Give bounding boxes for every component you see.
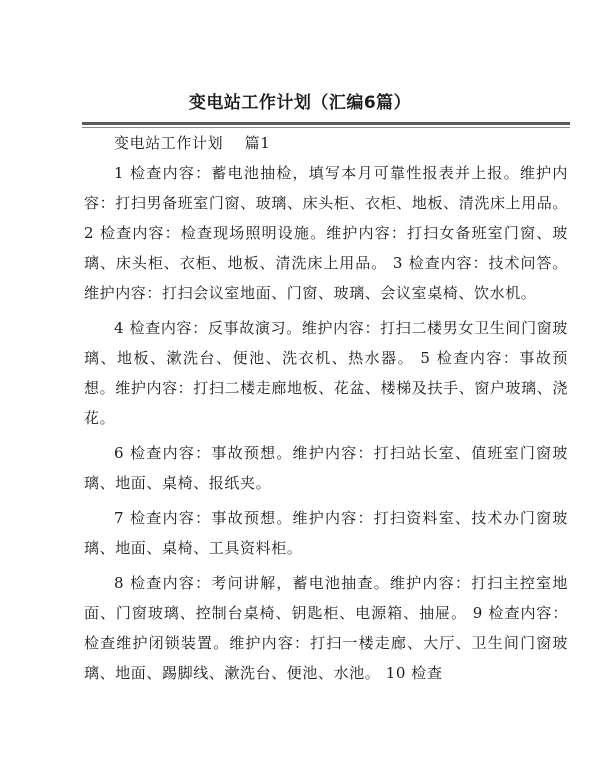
document-body xyxy=(84,128,568,693)
section-heading: 变电站工作计划 篇1 xyxy=(114,134,271,152)
paragraph: 6 检查内容：事故预想。维护内容：打扫站长室、值班室门窗玻璃、地面、桌椅、报纸夹。 xyxy=(84,444,568,492)
paragraph: 8 检查内容：考问讲解，蓄电池抽查。维护内容：打扫主控室地面、门窗玻璃、控制台桌椅、钥匙柜、电源箱、抽屉。 9 检查内容：检查维护闭锁装置。维护内容：打扫一楼走廊、大厅、卫生间门窗玻璃、地面、踢脚线、漱洗台、便池、水池。 10 检查 xyxy=(84,574,568,682)
paragraph: 7 检查内容：事故预想。维护内容：打扫资料室、技术办门窗玻璃、地面、桌椅、工具资料柜。 xyxy=(84,509,568,557)
document-title: 变电站工作计划（汇编6篇） xyxy=(188,93,412,113)
paragraph: 1 检查内容：蓄电池抽检，填写本月可靠性报表并上报。维护内容：打扫男备班室门窗、玻璃、床头柜、衣柜、地板、清洗床上用品。 2 检查内容：检查现场照明设施。维护内容：打扫女备班室门窗、玻璃、床头柜、衣柜、地板、清洗床上用品。 3 检查内容：技术问答。维护内容：打扫会议室地面、门窗、玻璃、会议室桌椅、饮水机。 xyxy=(84,164,568,302)
title-divider-thick xyxy=(82,122,570,125)
paragraph: 4 检查内容：反事故演习。维护内容：打扫二楼男女卫生间门窗玻璃、地板、漱洗台、便池、洗衣机、热水器。 5 检查内容：事故预想。维护内容：打扫二楼走廊地板、花盆、楼梯及扶手、窗户玻璃、浇花。 xyxy=(84,319,568,427)
